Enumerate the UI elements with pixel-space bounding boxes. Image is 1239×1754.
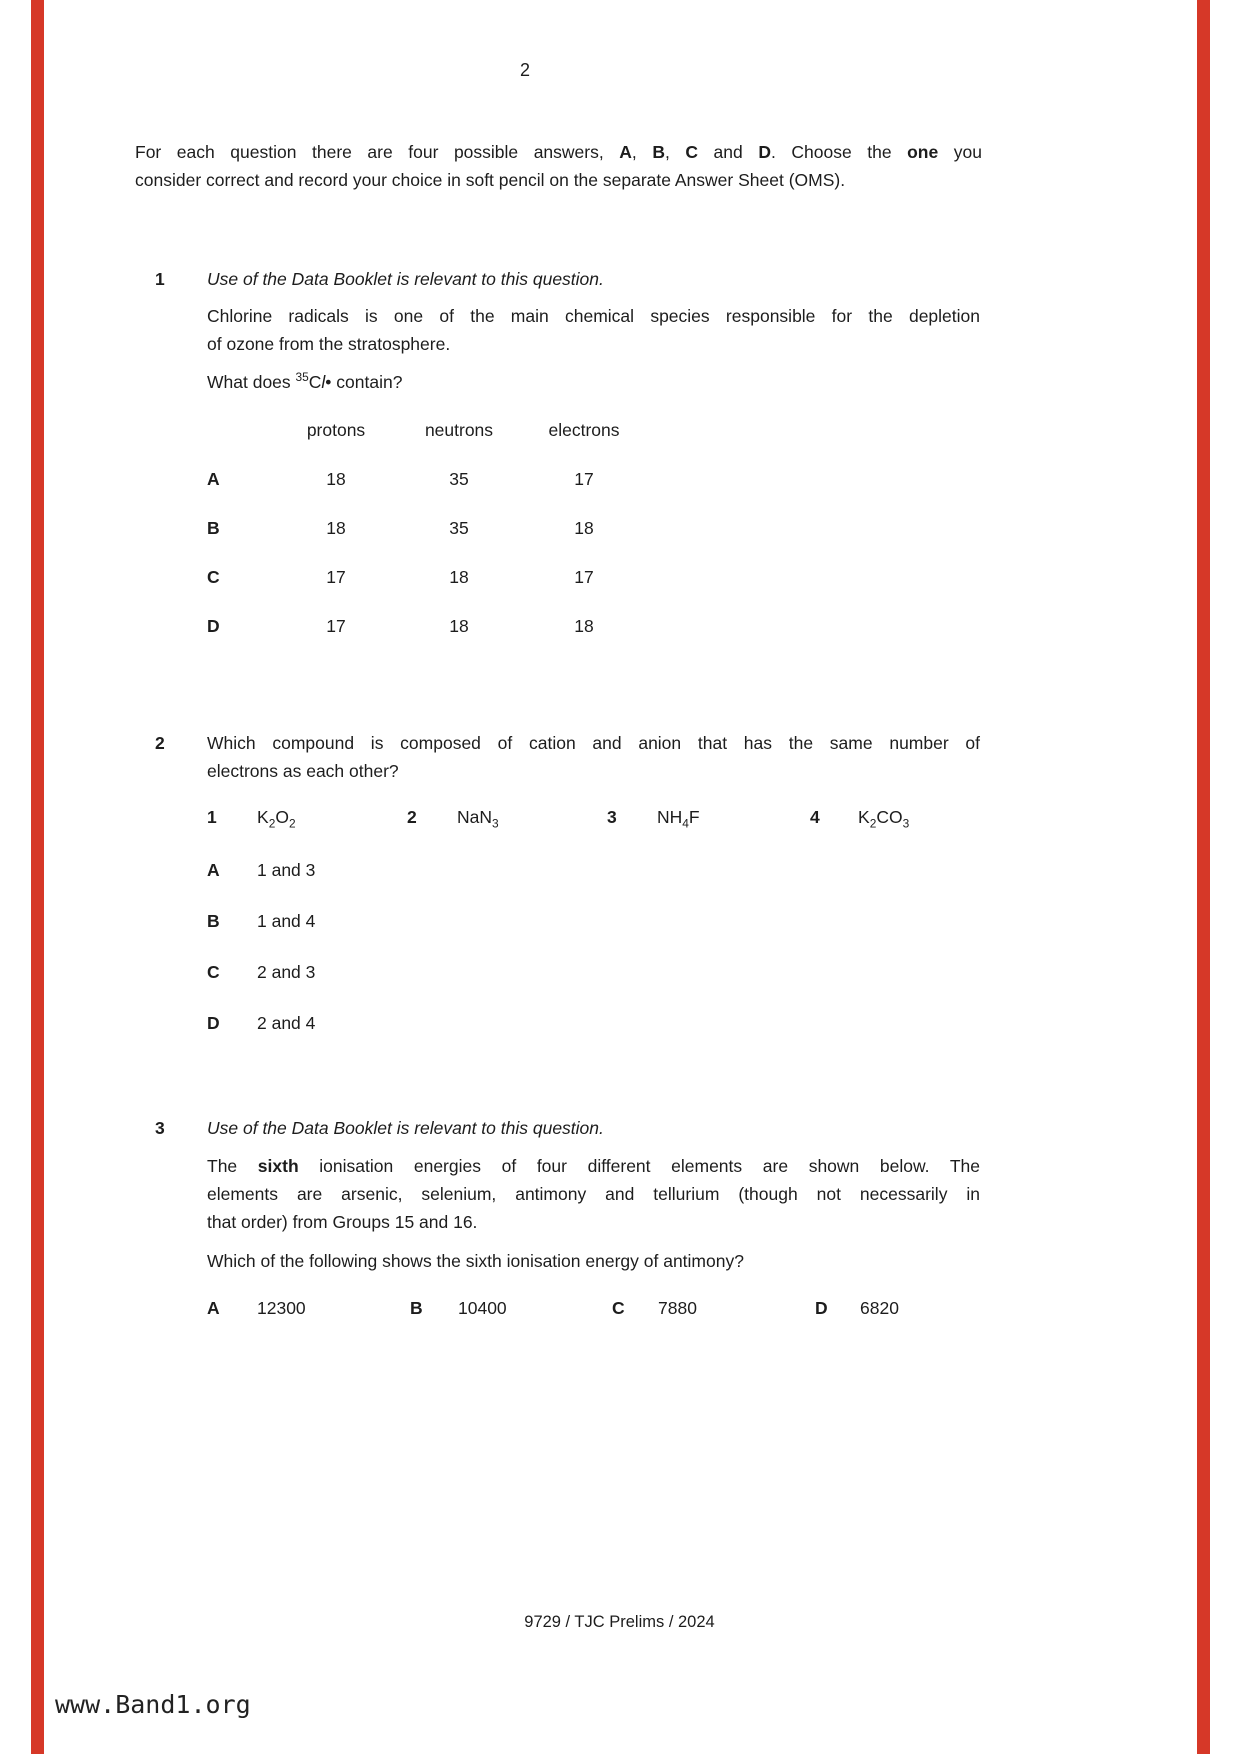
answer-table xyxy=(207,416,980,651)
protons-value: 18 xyxy=(326,518,346,538)
question-2-body: Which compound is composed of cation and anion that has the same number of electrons as each other? xyxy=(207,733,980,781)
answer-row-a xyxy=(207,455,980,504)
question-3-options-row xyxy=(207,1294,980,1322)
protons-value: 17 xyxy=(326,616,346,636)
option-letter-c: C xyxy=(612,1298,625,1318)
option-value-b: 10400 xyxy=(458,1298,507,1318)
option-letter: A xyxy=(207,860,220,880)
right-border-rule xyxy=(1197,0,1210,1754)
formula-nh4f: $NH_4F$ xyxy=(657,807,700,831)
question-3-number: 3 xyxy=(155,1118,165,1138)
compound-number-4: 4 xyxy=(810,807,820,827)
answer-row-c xyxy=(207,553,980,602)
question-3-content xyxy=(207,1114,980,1322)
option-letter: D xyxy=(207,616,220,636)
question-1-prompt: What does $^{35}$Cl• contain? xyxy=(207,370,403,392)
option-letter: B xyxy=(207,911,220,931)
question-3 xyxy=(155,1114,980,1322)
formula-nan3: NaN$_3$ xyxy=(457,807,499,831)
answer-table-body xyxy=(207,455,980,651)
option-letter-b: B xyxy=(410,1298,423,1318)
question-2-options xyxy=(207,845,980,1049)
column-header-protons: protons xyxy=(306,420,366,440)
exam-instructions: For each question there are four possible answers, A, B, C and D. Choose the one you consider correct and record your choice in soft pencil on the separate Answer Sheet (OMS). xyxy=(135,142,982,190)
option-d xyxy=(207,998,980,1049)
option-value-a: 12300 xyxy=(257,1298,306,1318)
question-2-number: 2 xyxy=(155,733,165,753)
option-value-c: 7880 xyxy=(658,1298,697,1318)
option-text: 1 and 4 xyxy=(257,911,316,931)
site-watermark: www.Band1.org xyxy=(55,1690,251,1719)
question-2-content xyxy=(207,729,980,1049)
option-letter: B xyxy=(207,518,220,538)
data-booklet-note: Use of the Data Booklet is relevant to this question. xyxy=(207,1118,604,1138)
question-1-body: Chlorine radicals is one of the main chemical species responsible for the depletion of ozone from the stratosphere. xyxy=(207,306,980,354)
option-c xyxy=(207,947,980,998)
electrons-value: 17 xyxy=(574,567,594,587)
option-value-d: 6820 xyxy=(860,1298,899,1318)
left-border-rule xyxy=(31,0,44,1754)
neutrons-value: 35 xyxy=(449,518,469,538)
page-number: 2 xyxy=(519,60,530,80)
answer-row-b xyxy=(207,504,980,553)
option-letter: D xyxy=(207,1013,220,1033)
compound-number-2: 2 xyxy=(407,807,417,827)
electrons-value: 17 xyxy=(574,469,594,489)
option-text: 1 and 3 xyxy=(257,860,316,880)
option-letter-d: D xyxy=(815,1298,828,1318)
column-header-neutrons: neutrons xyxy=(424,420,494,440)
option-letter: C xyxy=(207,962,220,982)
question-1 xyxy=(155,265,980,651)
option-text: 2 and 3 xyxy=(257,962,316,982)
electrons-value: 18 xyxy=(574,616,594,636)
answer-row-d xyxy=(207,602,980,651)
neutrons-value: 35 xyxy=(449,469,469,489)
question-3-prompt: Which of the following shows the sixth ionisation energy of antimony? xyxy=(207,1251,744,1271)
electrons-value: 18 xyxy=(574,518,594,538)
compound-number-1: 1 xyxy=(207,807,217,827)
option-text: 2 and 4 xyxy=(257,1013,316,1033)
formula-k2o2: $K_2O_2$ xyxy=(257,807,296,831)
option-letter-a: A xyxy=(207,1298,220,1318)
neutrons-value: 18 xyxy=(449,567,469,587)
compound-list-row xyxy=(207,803,980,831)
option-letter: C xyxy=(207,567,220,587)
answer-table-header-row xyxy=(207,416,980,444)
page-footer: 9729 / TJC Prelims / 2024 xyxy=(524,1613,715,1631)
question-2 xyxy=(155,729,980,1049)
data-booklet-note: Use of the Data Booklet is relevant to this question. xyxy=(207,269,604,289)
option-a xyxy=(207,845,980,896)
formula-k2co3: $K_2CO_3$ xyxy=(858,807,910,831)
protons-value: 18 xyxy=(326,469,346,489)
question-1-content xyxy=(207,265,980,651)
question-1-number: 1 xyxy=(155,269,165,289)
neutrons-value: 18 xyxy=(449,616,469,636)
column-header-electrons: electrons xyxy=(548,420,620,440)
option-letter: A xyxy=(207,469,220,489)
question-3-body: The sixth ionisation energies of four different elements are shown below. The elements are arsenic, selenium, antimony and tellurium (though not necessarily in that order) from Groups 15 and 16. xyxy=(207,1156,980,1232)
protons-value: 17 xyxy=(326,567,346,587)
compound-number-3: 3 xyxy=(607,807,617,827)
option-b xyxy=(207,896,980,947)
header-spacer xyxy=(207,416,285,444)
